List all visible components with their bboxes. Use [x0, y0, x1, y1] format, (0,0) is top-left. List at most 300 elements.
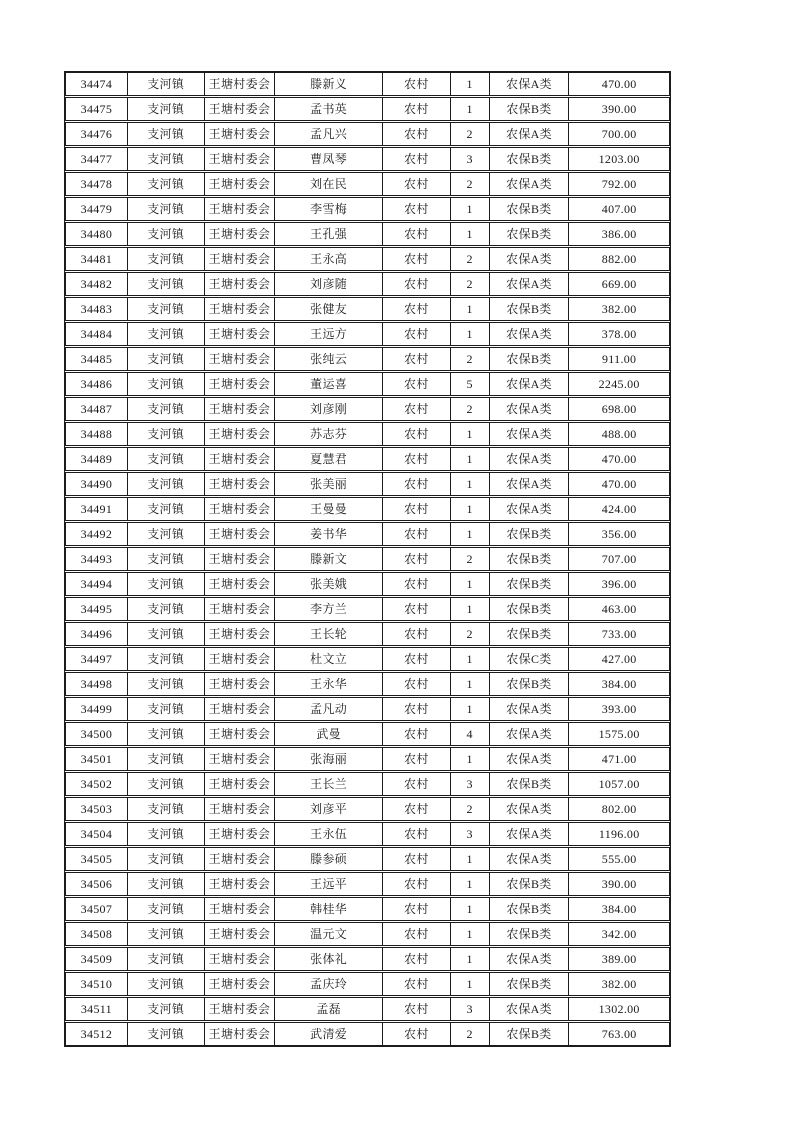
cell-household-type: 农村: [382, 223, 450, 245]
cell-person-count: 3: [450, 823, 489, 845]
cell-amount: 390.00: [568, 873, 669, 895]
cell-person-count: 1: [450, 598, 489, 620]
cell-person-count: 2: [450, 1023, 489, 1045]
cell-person-count: 2: [450, 798, 489, 820]
cell-village-committee: 王塘村委会: [204, 748, 275, 770]
cell-person-count: 5: [450, 373, 489, 395]
cell-insurance-category: 农保B类: [489, 898, 569, 920]
cell-village-committee: 王塘村委会: [204, 873, 275, 895]
cell-village-committee: 王塘村委会: [204, 923, 275, 945]
cell-household-type: 农村: [382, 848, 450, 870]
cell-person-name: 滕新文: [274, 548, 382, 570]
table-row: [65, 722, 670, 746]
cell-amount: 427.00: [568, 648, 669, 670]
cell-insurance-category: 农保A类: [489, 473, 569, 495]
cell-amount: 700.00: [568, 123, 669, 145]
cell-insurance-category: 农保A类: [489, 498, 569, 520]
cell-record-id: 34498: [80, 677, 113, 691]
cell-town-name: 支河镇: [127, 623, 204, 645]
cell-record-id: 34510: [80, 977, 113, 991]
cell-record-id: 34506: [80, 877, 113, 891]
cell-village-committee: 王塘村委会: [204, 498, 275, 520]
cell-record-id: 34497: [80, 652, 113, 666]
cell-household-type: 农村: [382, 423, 450, 445]
cell-person-name: 孟书英: [274, 98, 382, 120]
cell-village-committee: 王塘村委会: [204, 823, 275, 845]
cell-record-id: 34474: [80, 77, 113, 91]
cell-person-count: 1: [450, 98, 489, 120]
table-row: [65, 172, 670, 196]
cell-insurance-category: 农保B类: [489, 973, 569, 995]
cell-record-id: 34496: [80, 627, 113, 641]
cell-household-type: 农村: [382, 473, 450, 495]
cell-household-type: 农村: [382, 173, 450, 195]
cell-person-count: 2: [450, 123, 489, 145]
cell-town-name: 支河镇: [127, 1023, 204, 1045]
cell-person-count: 1: [450, 873, 489, 895]
cell-village-committee: 王塘村委会: [204, 148, 275, 170]
cell-town-name: 支河镇: [127, 573, 204, 595]
cell-village-committee: 王塘村委会: [204, 973, 275, 995]
cell-insurance-category: 农保B类: [489, 548, 569, 570]
cell-insurance-category: 农保A类: [489, 173, 569, 195]
cell-record-id: 34494: [80, 577, 113, 591]
cell-amount: 1302.00: [568, 998, 669, 1020]
cell-person-name: 孟庆玲: [274, 973, 382, 995]
cell-person-count: 3: [450, 148, 489, 170]
cell-town-name: 支河镇: [127, 448, 204, 470]
table-row: [65, 422, 670, 446]
table-row: [65, 997, 670, 1021]
cell-town-name: 支河镇: [127, 648, 204, 670]
table-row: [65, 497, 670, 521]
cell-town-name: 支河镇: [127, 998, 204, 1020]
cell-person-count: 3: [450, 998, 489, 1020]
cell-household-type: 农村: [382, 823, 450, 845]
cell-amount: 471.00: [568, 748, 669, 770]
cell-person-count: 1: [450, 323, 489, 345]
cell-household-type: 农村: [382, 248, 450, 270]
cell-household-type: 农村: [382, 348, 450, 370]
cell-person-count: 1: [450, 748, 489, 770]
cell-amount: 470.00: [568, 73, 669, 95]
cell-household-type: 农村: [382, 623, 450, 645]
cell-town-name: 支河镇: [127, 298, 204, 320]
cell-record-id: 34505: [80, 852, 113, 866]
cell-person-name: 孟凡动: [274, 698, 382, 720]
cell-village-committee: 王塘村委会: [204, 998, 275, 1020]
cell-record-id: 34480: [80, 227, 113, 241]
cell-town-name: 支河镇: [127, 673, 204, 695]
table-row: [65, 622, 670, 646]
table-row: [65, 347, 670, 371]
cell-person-name: 韩桂华: [274, 898, 382, 920]
cell-person-name: 张体礼: [274, 948, 382, 970]
cell-amount: 384.00: [568, 898, 669, 920]
cell-person-name: 王永伍: [274, 823, 382, 845]
cell-village-committee: 王塘村委会: [204, 198, 275, 220]
cell-household-type: 农村: [382, 948, 450, 970]
cell-town-name: 支河镇: [127, 98, 204, 120]
cell-amount: 390.00: [568, 98, 669, 120]
cell-town-name: 支河镇: [127, 773, 204, 795]
cell-person-name: 曹凤琴: [274, 148, 382, 170]
cell-record-id: 34485: [80, 352, 113, 366]
cell-town-name: 支河镇: [127, 198, 204, 220]
cell-amount: 555.00: [568, 848, 669, 870]
cell-insurance-category: 农保B类: [489, 773, 569, 795]
cell-person-count: 1: [450, 298, 489, 320]
table-row: [65, 147, 670, 171]
cell-person-name: 李方兰: [274, 598, 382, 620]
cell-household-type: 农村: [382, 798, 450, 820]
cell-person-count: 1: [450, 423, 489, 445]
cell-village-committee: 王塘村委会: [204, 523, 275, 545]
cell-person-count: 1: [450, 473, 489, 495]
cell-town-name: 支河镇: [127, 498, 204, 520]
cell-town-name: 支河镇: [127, 948, 204, 970]
cell-village-committee: 王塘村委会: [204, 398, 275, 420]
cell-village-committee: 王塘村委会: [204, 273, 275, 295]
table-row: [65, 522, 670, 546]
cell-record-id: 34476: [80, 127, 113, 141]
cell-village-committee: 王塘村委会: [204, 798, 275, 820]
cell-insurance-category: 农保B类: [489, 348, 569, 370]
cell-village-committee: 王塘村委会: [204, 548, 275, 570]
table-row: [65, 922, 670, 946]
cell-amount: 393.00: [568, 698, 669, 720]
cell-household-type: 农村: [382, 998, 450, 1020]
cell-insurance-category: 农保A类: [489, 448, 569, 470]
cell-person-count: 1: [450, 973, 489, 995]
cell-household-type: 农村: [382, 373, 450, 395]
cell-insurance-category: 农保A类: [489, 748, 569, 770]
cell-household-type: 农村: [382, 298, 450, 320]
cell-person-count: 1: [450, 73, 489, 95]
table-row: [65, 572, 670, 596]
cell-person-name: 王永华: [274, 673, 382, 695]
cell-town-name: 支河镇: [127, 923, 204, 945]
cell-record-id: 34490: [80, 477, 113, 491]
cell-person-count: 2: [450, 548, 489, 570]
cell-insurance-category: 农保B类: [489, 573, 569, 595]
cell-person-count: 2: [450, 173, 489, 195]
cell-village-committee: 王塘村委会: [204, 298, 275, 320]
cell-person-count: 2: [450, 623, 489, 645]
cell-village-committee: 王塘村委会: [204, 698, 275, 720]
cell-amount: 470.00: [568, 473, 669, 495]
table-row: [65, 647, 670, 671]
cell-insurance-category: 农保A类: [489, 798, 569, 820]
cell-record-id: 34477: [80, 152, 113, 166]
cell-person-name: 张美娥: [274, 573, 382, 595]
cell-household-type: 农村: [382, 323, 450, 345]
cell-record-id: 34500: [80, 727, 113, 741]
cell-person-count: 1: [450, 523, 489, 545]
cell-insurance-category: 农保B类: [489, 98, 569, 120]
cell-person-name: 武清爱: [274, 1023, 382, 1045]
cell-record-id: 34495: [80, 602, 113, 616]
cell-person-name: 董运喜: [274, 373, 382, 395]
cell-town-name: 支河镇: [127, 823, 204, 845]
cell-person-count: 2: [450, 248, 489, 270]
cell-insurance-category: 农保B类: [489, 523, 569, 545]
cell-village-committee: 王塘村委会: [204, 723, 275, 745]
cell-town-name: 支河镇: [127, 173, 204, 195]
cell-record-id: 34478: [80, 177, 113, 191]
cell-amount: 396.00: [568, 573, 669, 595]
table-row: [65, 897, 670, 921]
cell-household-type: 农村: [382, 973, 450, 995]
cell-town-name: 支河镇: [127, 698, 204, 720]
cell-household-type: 农村: [382, 98, 450, 120]
cell-household-type: 农村: [382, 273, 450, 295]
cell-town-name: 支河镇: [127, 323, 204, 345]
cell-amount: 382.00: [568, 973, 669, 995]
cell-town-name: 支河镇: [127, 523, 204, 545]
table-row: [65, 797, 670, 821]
cell-amount: 707.00: [568, 548, 669, 570]
cell-town-name: 支河镇: [127, 373, 204, 395]
cell-amount: 1203.00: [568, 148, 669, 170]
cell-person-name: 杜文立: [274, 648, 382, 670]
cell-insurance-category: 农保A类: [489, 398, 569, 420]
cell-village-committee: 王塘村委会: [204, 423, 275, 445]
cell-amount: 1575.00: [568, 723, 669, 745]
cell-record-id: 34486: [80, 377, 113, 391]
cell-person-name: 王孔强: [274, 223, 382, 245]
cell-village-committee: 王塘村委会: [204, 73, 275, 95]
cell-person-name: 温元文: [274, 923, 382, 945]
table-row: [65, 972, 670, 996]
cell-person-name: 刘彦随: [274, 273, 382, 295]
cell-town-name: 支河镇: [127, 348, 204, 370]
cell-person-count: 1: [450, 898, 489, 920]
cell-insurance-category: 农保B类: [489, 623, 569, 645]
cell-amount: 386.00: [568, 223, 669, 245]
cell-village-committee: 王塘村委会: [204, 673, 275, 695]
cell-household-type: 农村: [382, 723, 450, 745]
cell-village-committee: 王塘村委会: [204, 373, 275, 395]
cell-amount: 1196.00: [568, 823, 669, 845]
table-row: [65, 447, 670, 471]
cell-amount: 470.00: [568, 448, 669, 470]
cell-person-name: 张海丽: [274, 748, 382, 770]
cell-household-type: 农村: [382, 598, 450, 620]
cell-amount: 733.00: [568, 623, 669, 645]
cell-amount: 911.00: [568, 348, 669, 370]
cell-person-name: 刘在民: [274, 173, 382, 195]
cell-record-id: 34492: [80, 527, 113, 541]
cell-insurance-category: 农保A类: [489, 948, 569, 970]
cell-town-name: 支河镇: [127, 423, 204, 445]
cell-town-name: 支河镇: [127, 798, 204, 820]
cell-insurance-category: 农保A类: [489, 823, 569, 845]
table-row: [65, 72, 670, 96]
cell-village-committee: 王塘村委会: [204, 1023, 275, 1045]
cell-record-id: 34484: [80, 327, 113, 341]
cell-amount: 356.00: [568, 523, 669, 545]
cell-record-id: 34509: [80, 952, 113, 966]
cell-household-type: 农村: [382, 198, 450, 220]
cell-record-id: 34493: [80, 552, 113, 566]
cell-record-id: 34475: [80, 102, 113, 116]
table-row: [65, 597, 670, 621]
cell-insurance-category: 农保A类: [489, 273, 569, 295]
cell-amount: 382.00: [568, 298, 669, 320]
cell-household-type: 农村: [382, 573, 450, 595]
cell-town-name: 支河镇: [127, 148, 204, 170]
cell-person-name: 王长轮: [274, 623, 382, 645]
cell-record-id: 34501: [80, 752, 113, 766]
table-row: [65, 122, 670, 146]
cell-insurance-category: 农保B类: [489, 198, 569, 220]
cell-amount: 407.00: [568, 198, 669, 220]
cell-amount: 792.00: [568, 173, 669, 195]
cell-insurance-category: 农保B类: [489, 1023, 569, 1045]
cell-insurance-category: 农保B类: [489, 923, 569, 945]
cell-amount: 463.00: [568, 598, 669, 620]
cell-village-committee: 王塘村委会: [204, 348, 275, 370]
cell-town-name: 支河镇: [127, 848, 204, 870]
cell-insurance-category: 农保B类: [489, 673, 569, 695]
cell-village-committee: 王塘村委会: [204, 323, 275, 345]
cell-amount: 424.00: [568, 498, 669, 520]
cell-household-type: 农村: [382, 698, 450, 720]
cell-person-name: 张纯云: [274, 348, 382, 370]
cell-amount: 882.00: [568, 248, 669, 270]
table-row: [65, 247, 670, 271]
cell-record-id: 34511: [80, 1002, 112, 1016]
cell-insurance-category: 农保A类: [489, 73, 569, 95]
cell-household-type: 农村: [382, 523, 450, 545]
cell-person-count: 2: [450, 348, 489, 370]
cell-household-type: 农村: [382, 873, 450, 895]
cell-amount: 488.00: [568, 423, 669, 445]
cell-person-name: 孟磊: [274, 998, 382, 1020]
cell-person-count: 1: [450, 848, 489, 870]
cell-insurance-category: 农保B类: [489, 223, 569, 245]
cell-village-committee: 王塘村委会: [204, 448, 275, 470]
cell-village-committee: 王塘村委会: [204, 248, 275, 270]
cell-person-count: 1: [450, 923, 489, 945]
table-row: [65, 847, 670, 871]
benefits-table: [64, 71, 671, 1047]
cell-person-name: 孟凡兴: [274, 123, 382, 145]
cell-village-committee: 王塘村委会: [204, 173, 275, 195]
cell-household-type: 农村: [382, 673, 450, 695]
table-row: [65, 947, 670, 971]
cell-person-count: 2: [450, 398, 489, 420]
cell-record-id: 34487: [80, 402, 113, 416]
table-row: [65, 472, 670, 496]
cell-person-count: 1: [450, 673, 489, 695]
cell-household-type: 农村: [382, 748, 450, 770]
cell-record-id: 34504: [80, 827, 113, 841]
cell-insurance-category: 农保C类: [489, 648, 569, 670]
cell-insurance-category: 农保A类: [489, 998, 569, 1020]
table-row: [65, 222, 670, 246]
cell-record-id: 34508: [80, 927, 113, 941]
cell-village-committee: 王塘村委会: [204, 623, 275, 645]
table-row: [65, 872, 670, 896]
cell-person-name: 王远方: [274, 323, 382, 345]
cell-person-name: 张美丽: [274, 473, 382, 495]
cell-town-name: 支河镇: [127, 223, 204, 245]
cell-person-count: 1: [450, 948, 489, 970]
cell-household-type: 农村: [382, 73, 450, 95]
cell-amount: 389.00: [568, 948, 669, 970]
cell-village-committee: 王塘村委会: [204, 773, 275, 795]
cell-record-id: 34489: [80, 452, 113, 466]
cell-household-type: 农村: [382, 448, 450, 470]
cell-record-id: 34503: [80, 802, 113, 816]
table-row: [65, 772, 670, 796]
cell-amount: 2245.00: [568, 373, 669, 395]
cell-person-count: 1: [450, 648, 489, 670]
cell-record-id: 34512: [80, 1027, 113, 1041]
cell-amount: 1057.00: [568, 773, 669, 795]
cell-village-committee: 王塘村委会: [204, 473, 275, 495]
cell-insurance-category: 农保A类: [489, 423, 569, 445]
cell-record-id: 34483: [80, 302, 113, 316]
cell-person-name: 李雪梅: [274, 198, 382, 220]
cell-person-name: 苏志芬: [274, 423, 382, 445]
cell-town-name: 支河镇: [127, 398, 204, 420]
cell-town-name: 支河镇: [127, 248, 204, 270]
cell-town-name: 支河镇: [127, 548, 204, 570]
table-row: [65, 372, 670, 396]
cell-person-count: 1: [450, 698, 489, 720]
table-row: [65, 397, 670, 421]
cell-insurance-category: 农保A类: [489, 698, 569, 720]
cell-person-count: 1: [450, 448, 489, 470]
cell-person-count: 4: [450, 723, 489, 745]
cell-record-id: 34481: [80, 252, 113, 266]
cell-person-name: 武曼: [274, 723, 382, 745]
table-row: [65, 747, 670, 771]
cell-household-type: 农村: [382, 923, 450, 945]
cell-household-type: 农村: [382, 1023, 450, 1045]
cell-person-name: 张健友: [274, 298, 382, 320]
table-row: [65, 272, 670, 296]
cell-amount: 698.00: [568, 398, 669, 420]
cell-insurance-category: 农保B类: [489, 298, 569, 320]
table-row: [65, 822, 670, 846]
cell-village-committee: 王塘村委会: [204, 598, 275, 620]
cell-person-name: 姜书华: [274, 523, 382, 545]
cell-household-type: 农村: [382, 773, 450, 795]
cell-person-count: 2: [450, 273, 489, 295]
cell-insurance-category: 农保B类: [489, 873, 569, 895]
cell-person-count: 1: [450, 223, 489, 245]
cell-village-committee: 王塘村委会: [204, 98, 275, 120]
cell-insurance-category: 农保A类: [489, 373, 569, 395]
cell-insurance-category: 农保B类: [489, 598, 569, 620]
cell-amount: 669.00: [568, 273, 669, 295]
cell-amount: 763.00: [568, 1023, 669, 1045]
cell-person-name: 王曼曼: [274, 498, 382, 520]
cell-person-name: 夏慧君: [274, 448, 382, 470]
table-row: [65, 697, 670, 721]
cell-person-name: 王远平: [274, 873, 382, 895]
cell-record-id: 34499: [80, 702, 113, 716]
cell-village-committee: 王塘村委会: [204, 898, 275, 920]
cell-insurance-category: 农保B类: [489, 148, 569, 170]
cell-record-id: 34479: [80, 202, 113, 216]
cell-town-name: 支河镇: [127, 898, 204, 920]
cell-person-name: 刘彦刚: [274, 398, 382, 420]
